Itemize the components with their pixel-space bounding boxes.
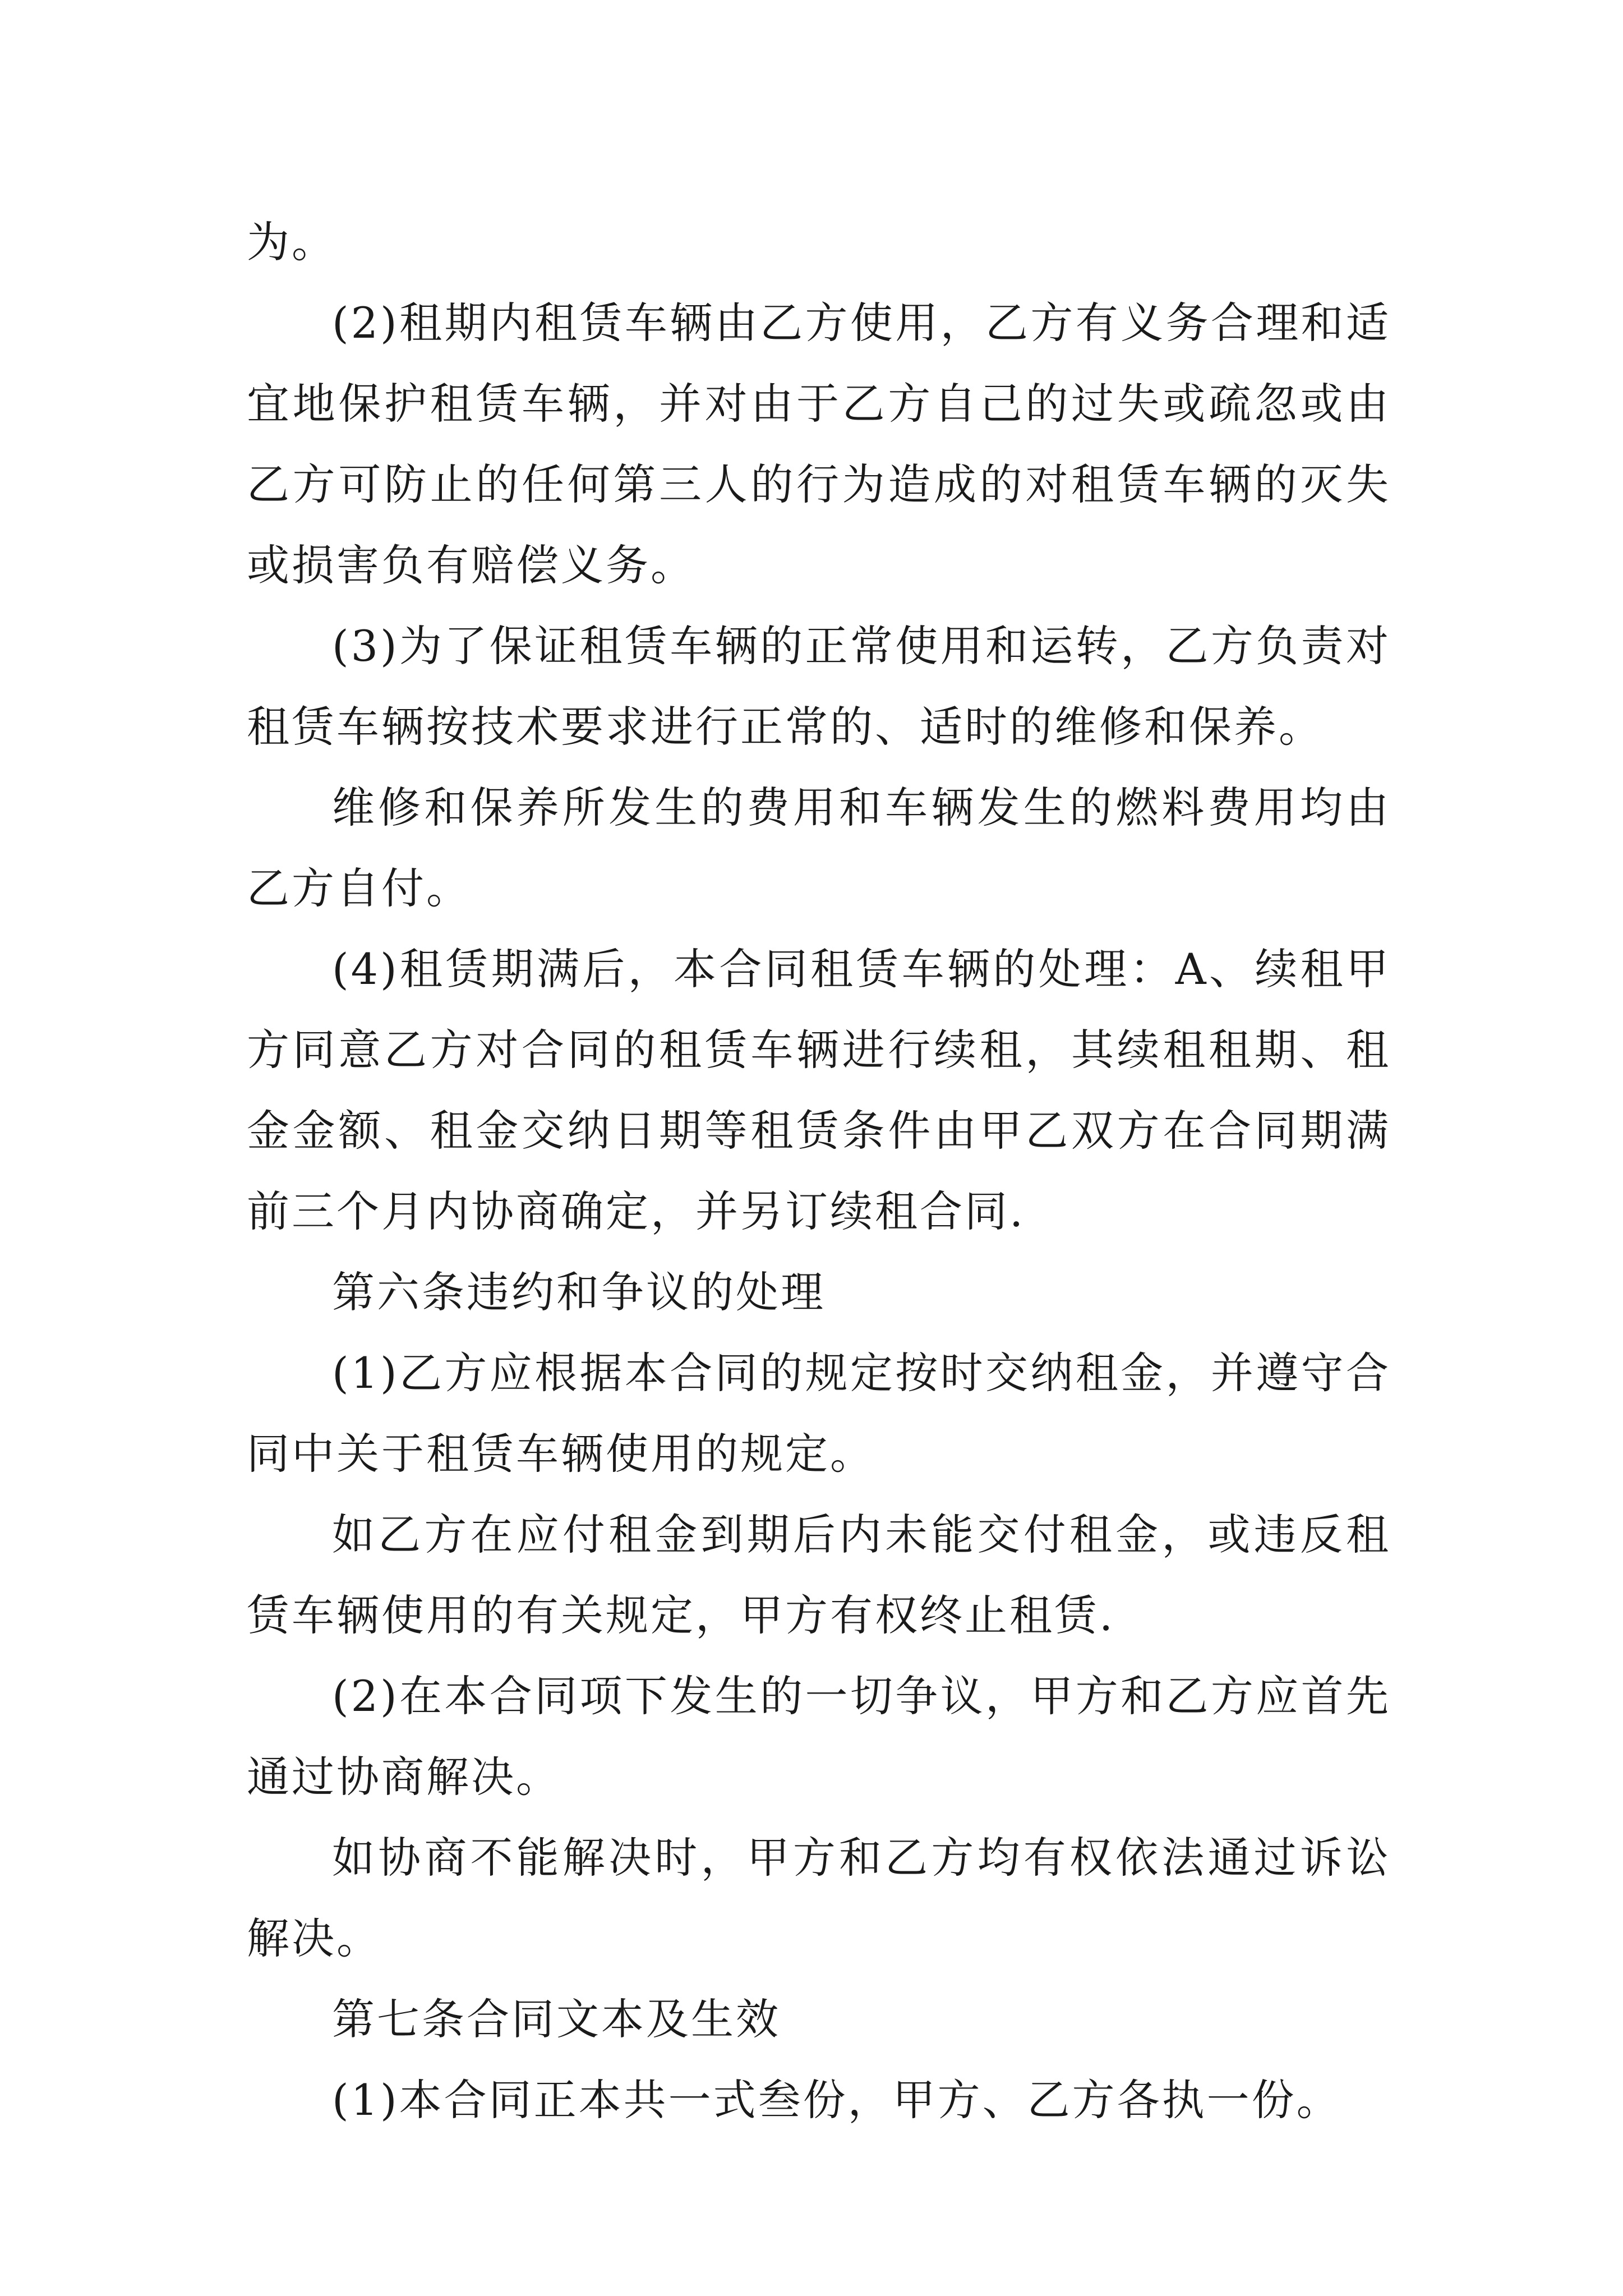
paragraph-termination: 如乙方在应付租金到期后内未能交付租金，或违反租赁车辆使用的有关规定，甲方有权终止租赁. [247,1510,1391,1640]
section-heading-article-7: 第七条合同文本及生效 [332,1994,781,2044]
paragraph-clause-3: (3)为了保证租赁车辆的正常使用和运转，乙方负责对租赁车辆按技术要求进行正常的、适时的维修和保养。 [247,621,1391,752]
contract-text [247,202,1391,2141]
section-heading-article-6: 第六条违约和争议的处理 [332,1267,826,1317]
paragraph-clause-4: (4)租赁期满后，本合同租赁车辆的处理：A、续租甲方同意乙方对合同的租赁车辆进行续租，其续租租期、租金金额、租金交纳日期等租赁条件由甲乙双方在合同期满前三个月内协商确定，并另订续租合同. [247,944,1391,1236]
paragraph-clause-2: (2)租期内租赁车辆由乙方使用，乙方有义务合理和适宜地保护租赁车辆，并对由于乙方自己的过失或疏忽或由乙方可防止的任何第三人的行为造成的对租赁车辆的灭失或损害负有赔偿义务。 [247,298,1391,590]
paragraph-article-7-clause-1: (1)本合同正本共一式叁份，甲方、乙方各执一份。 [332,2075,1341,2125]
paragraph-litigation: 如协商不能解决时，甲方和乙方均有权依法通过诉讼解决。 [247,1833,1391,1963]
paragraph-maintenance-cost: 维修和保养所发生的费用和车辆发生的燃料费用均由乙方自付。 [247,783,1391,913]
paragraph-article-6-clause-2: (2)在本合同项下发生的一切争议，甲方和乙方应首先通过协商解决。 [247,1671,1391,1802]
paragraph-continuation: 为。 [247,217,336,267]
paragraph-article-6-clause-1: (1)乙方应根据本合同的规定按时交纳租金，并遵守合同中关于租赁车辆使用的规定。 [247,1348,1391,1479]
